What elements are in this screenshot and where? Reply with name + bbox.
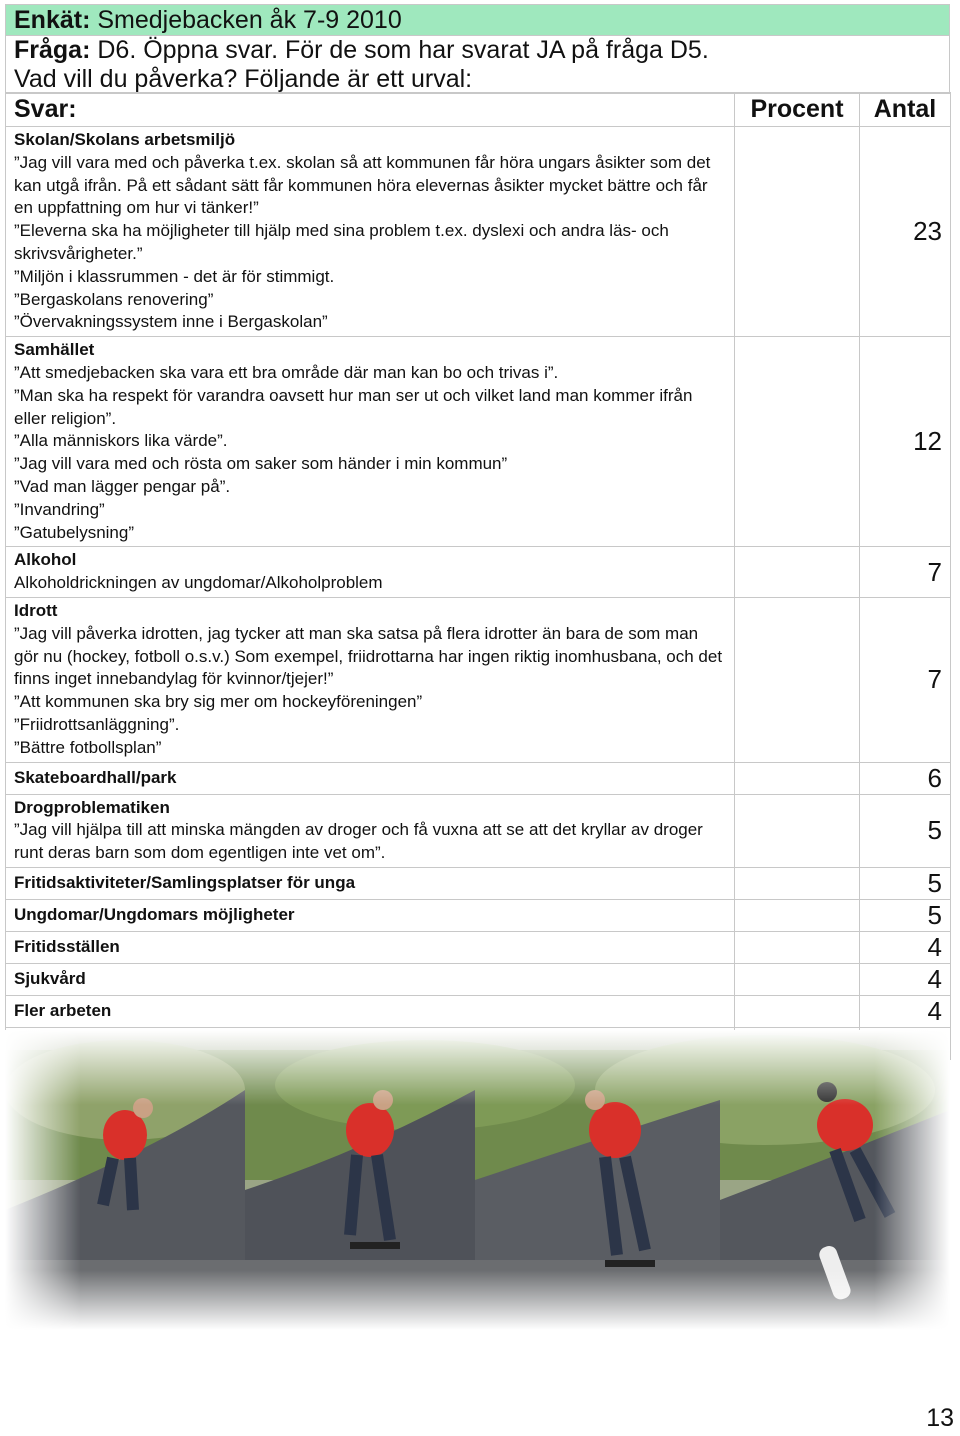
table-row [6,762,951,794]
answer-category: Skolan/Skolans arbetsmiljö [14,130,236,149]
antal-cell: 23 [860,127,951,337]
answer-quote: ”Övervakningssystem inne i Bergaskolan” [14,312,328,332]
answer-cell [6,867,735,899]
answer-category: Samhället [14,340,95,360]
table-row [6,995,951,1027]
answer-category: Drogproblematiken [14,797,170,817]
antal-cell: 4 [860,995,951,1027]
answer-quote: ”Att smedjebacken ska vara ett bra område där man kan bo och trivas i”. [14,362,559,382]
answer-category: Sjukvård [14,969,86,988]
table-row [6,337,951,547]
procent-cell [735,547,860,598]
answer-cell [6,762,735,794]
page-number: 13 [926,1404,954,1432]
answer-cell [6,995,735,1027]
antal-cell: 5 [860,867,951,899]
answer-quote: ”Vad man lägger pengar på”. [14,476,231,496]
answer-quote: ”Jag vill vara med och påverka t.ex. skolan så att kommunen får höra ungars åsikter som det kan utgå ifrån. På ett sådant sätt får kommunen höra elevernas åsikter mycket bättre och får en uppfattning om hur vi tänker!” [14,152,711,218]
answers-body [6,127,951,1060]
answer-cell [6,547,735,598]
answer-quote: ”Jag vill påverka idrotten, jag tycker att man ska satsa på flera idrotter än bara de som man gör nu (hockey, fotboll o.s.v.) Som exempel, friidrottarna har ingen riktig inomhusbana, och det finns inget innebandylag för kvinnor/tjejer!” [14,623,723,689]
col-header-svar: Svar: [6,93,735,127]
answer-quote: ”Friidrottsanläggning”. [14,714,180,734]
question-label: Fråga: [14,36,91,64]
antal-cell: 4 [860,931,951,963]
procent-cell [735,963,860,995]
answer-cell [6,931,735,963]
antal-cell: 5 [860,794,951,867]
answer-category: Fritidsaktiviteter/Samlingsplatser för unga [14,873,356,892]
survey-title-label: Enkät: [14,6,91,34]
answer-cell [6,127,735,337]
procent-cell [735,597,860,762]
answer-quote: ”Jag vill vara med och rösta om saker som händer i min kommun” [14,454,508,474]
table-row [6,127,951,337]
answer-quote: ”Gatubelysning” [14,522,135,542]
antal-cell: 5 [860,899,951,931]
answer-cell [6,899,735,931]
table-row [6,794,951,867]
table-row [6,597,951,762]
antal-cell: 7 [860,597,951,762]
col-header-antal: Antal [860,93,951,127]
answer-category: Skateboardhall/park [14,767,177,787]
antal-cell: 12 [860,337,951,547]
answer-cell [6,963,735,995]
table-row [6,899,951,931]
answer-quote: ”Bergaskolans renovering” [14,289,214,309]
answer-quote: ”Bättre fotbollsplan” [14,737,162,757]
survey-title: Smedjebacken åk 7-9 2010 [97,6,402,34]
answer-cell [6,337,735,547]
answer-quote: ”Att kommunen ska bry sig mer om hockeyföreningen” [14,692,423,712]
procent-cell [735,127,860,337]
procent-cell [735,995,860,1027]
antal-cell: 4 [860,963,951,995]
skateboard-photo-strip [5,1030,950,1330]
col-header-procent: Procent [735,93,860,127]
answer-quote: ”Eleverna ska ha möjligheter till hjälp med sina problem t.ex. dyslexi och andra läs- och skrivsvårigheter.” [14,221,669,263]
answer-category: Fler arbeten [14,1001,112,1020]
answer-quote: Alkoholdrickningen av ungdomar/Alkoholproblem [14,573,383,593]
answer-cell [6,794,735,867]
procent-cell [735,867,860,899]
answer-cell [6,597,735,762]
procent-cell [735,337,860,547]
table-row [6,547,951,598]
answer-category: Alkohol [14,550,77,570]
answers-table [5,92,951,1060]
table-header-row [6,93,951,127]
answer-quote: ”Invandring” [14,499,105,519]
question-text-line1: D6. Öppna svar. För de som har svarat JA på fråga D5. [97,36,709,64]
table-row [6,931,951,963]
antal-cell: 7 [860,547,951,598]
answer-quote: ”Miljön i klassrummen - det är för stimmigt. [14,266,335,286]
table-row [6,867,951,899]
table-row [6,963,951,995]
procent-cell [735,931,860,963]
survey-title-row [6,5,949,35]
survey-header [5,4,950,94]
answer-quote: ”Jag vill hjälpa till att minska mängden av droger och få vuxna att se att det kryllar av droger runt deras barn som dom egentligen inte vet om”. [14,820,703,863]
antal-cell: 6 [860,762,951,794]
question-row [6,35,949,93]
procent-cell [735,762,860,794]
answer-category: Ungdomar/Ungdomars möjligheter [14,905,295,924]
procent-cell [735,899,860,931]
procent-cell [735,794,860,867]
question-text-line2: Vad vill du påverka? Följande är ett urval: [14,65,473,93]
answer-quote: ”Man ska ha respekt för varandra oavsett hur man ser ut och vilket land man kommer ifrån eller religion”. [14,385,693,428]
answer-category: Idrott [14,600,58,620]
answer-quote: ”Alla människors lika värde”. [14,431,228,451]
answer-category: Fritidsställen [14,937,120,956]
